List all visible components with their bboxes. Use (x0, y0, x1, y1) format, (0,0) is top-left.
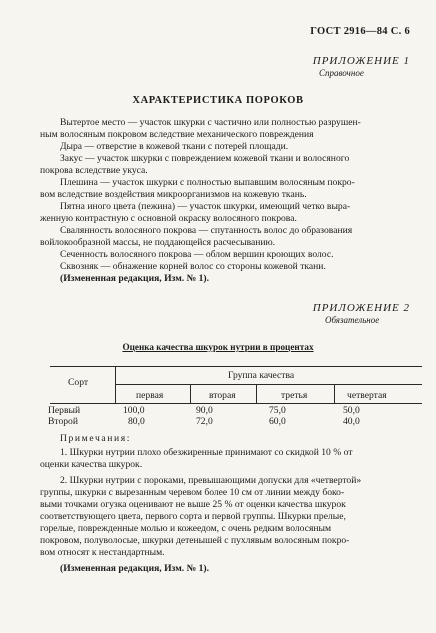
table-rule-vertical (256, 384, 257, 403)
appendix-2-subtitle: Обязательное (325, 315, 380, 325)
note-line: 2. Шкурки нутрии с пороками, превышающими допуски для «четвертой» (60, 475, 362, 486)
defect-line: покрова вследствие укуса. (40, 165, 148, 176)
table-col-header: вторая (209, 390, 236, 401)
note-line: группы, шкурки с вырезанным черевом более 10 см от линии между боко- (40, 487, 345, 498)
table-header-sort: Сорт (68, 377, 89, 388)
appendix-2-title: ПРИЛОЖЕНИЕ 2 (312, 302, 410, 314)
table-rule-top (50, 366, 422, 367)
defect-line: Свалянность волосяного покрова — спутанность волос до образования (60, 225, 353, 236)
defect-line: Вытертое место — участок шкурки с частично или полностью разрушен- (60, 117, 361, 128)
table-cell: 75,0 (269, 405, 286, 416)
defect-line: ным волосяным покровом вследствие механического повреждения (40, 129, 314, 140)
defect-line: Закус — участок шкурки с повреждением кожевой ткани и волосяного (60, 153, 350, 164)
page-header: ГОСТ 2916—84 С. 6 (310, 26, 410, 37)
defect-line: войлокообразной массы, не поддающейся расчесыванию. (40, 237, 276, 248)
table-title: Оценка качества шкурок нутрии в процентах (122, 342, 314, 352)
note-line: вом относят к нестандартным. (40, 547, 165, 558)
table-cell: 80,0 (128, 416, 145, 427)
appendix-1-subtitle: Справочное (319, 68, 364, 78)
table-cell-sort: Первый (48, 405, 81, 416)
defect-line: Сквозняк — обнажение корней волос со стороны кожевой ткани. (60, 261, 326, 272)
table-header-group: Группа качества (228, 370, 295, 381)
table-cell: 60,0 (269, 416, 286, 427)
note-line: выми точками огузка оценивают не выше 25 % от оценки качества шкурок (40, 499, 346, 510)
defect-line: Сеченность волосяного покрова — облом вершин кроющих волос. (60, 249, 334, 260)
defect-line: Пятна иного цвета (пежина) — участок шкурки, имеющий четко выра- (60, 201, 351, 212)
table-cell: 72,0 (196, 416, 213, 427)
defect-line: Дыра — отверстие в кожевой ткани с потерей площади. (60, 141, 289, 152)
note-line: оценки качества шкурок. (40, 459, 143, 470)
table-rule-header (50, 403, 422, 404)
table-cell: 50,0 (343, 405, 360, 416)
section-title: ХАРАКТЕРИСТИКА ПОРОКОВ (132, 95, 304, 106)
notes-heading: Примечания: (60, 433, 131, 444)
table-col-header: первая (136, 390, 164, 401)
amendment-note: (Измененная редакция, Изм. № 1). (60, 563, 210, 574)
note-line: 1. Шкурки нутрии плохо обезжиренные принимают со скидкой 10 % от (60, 447, 353, 458)
table-col-header: третья (281, 390, 308, 401)
table-rule-group (115, 384, 422, 385)
table-cell: 100,0 (123, 405, 145, 416)
defect-line: женную контрастную с основной окраску волосяного покрова. (40, 213, 297, 224)
table-cell: 40,0 (343, 416, 360, 427)
table-rule-vertical (190, 384, 191, 403)
appendix-1-title: ПРИЛОЖЕНИЕ 1 (312, 55, 410, 67)
note-line: соответствующего цвета, первого сорта и первой группы. Шкурки прелые, (40, 511, 346, 522)
note-line: горелые, поврежденные молью и кожеедом, с очень редким волосяным (40, 523, 332, 534)
table-cell-sort: Второй (48, 416, 78, 427)
table-cell: 90,0 (196, 405, 213, 416)
table-rule-vertical (334, 384, 335, 403)
table-col-header: четвертая (347, 390, 387, 401)
amendment-note: (Измененная редакция, Изм. № 1). (60, 273, 210, 284)
defect-line: Плешина — участок шкурки с полностью выпавшим волосяным покро- (60, 177, 355, 188)
defect-line: вом вследствие воздействия микроорганизмов на кожевую ткань. (40, 189, 307, 200)
note-line: покровом, полуволосые, шкурки детенышей с пухлявым волосяным покро- (40, 535, 350, 546)
